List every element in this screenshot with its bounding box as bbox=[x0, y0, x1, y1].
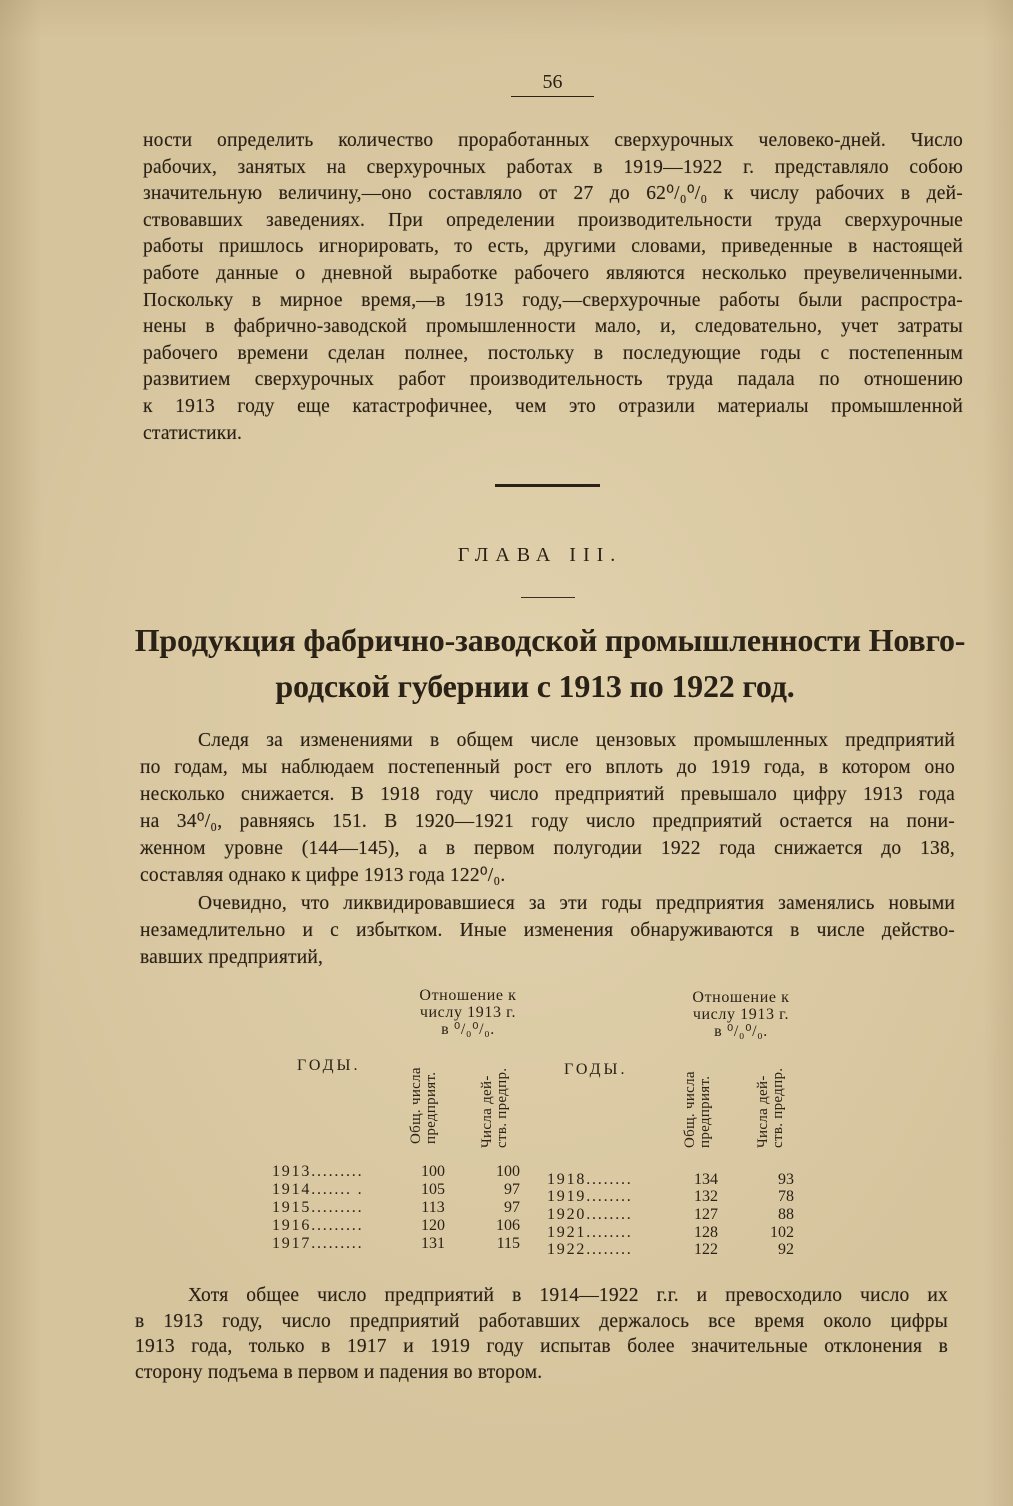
year-cell: 1920........ bbox=[547, 1206, 633, 1223]
body-text-line: работы пришлось игнорировать, то есть, другими словами, приведенные в настоящей bbox=[143, 236, 963, 258]
body-text-line: ствовавших заведениях. При определении производительности труда сверхурочные bbox=[143, 209, 963, 231]
active-ratio-cell: 97 bbox=[504, 1199, 520, 1216]
year-cell: 1913......... bbox=[272, 1163, 364, 1180]
ratio-header-line: числу 1913 г. bbox=[692, 1006, 790, 1023]
year-cell: 1915......... bbox=[272, 1199, 364, 1216]
total-ratio-cell: 100 bbox=[421, 1163, 445, 1180]
ratio-header-line: в ⁰/₀⁰/₀. bbox=[441, 1021, 495, 1038]
paragraph bbox=[135, 1283, 948, 1385]
year-cell: 1918........ bbox=[547, 1171, 633, 1188]
ratio-group-header bbox=[677, 989, 805, 1040]
active-ratio-cell: 78 bbox=[778, 1188, 794, 1205]
body-text-line: развитием сверхурочных работ производительность труда падала по отношению bbox=[143, 369, 963, 391]
chapter-title bbox=[90, 617, 1010, 709]
total-ratio-cell: 134 bbox=[694, 1171, 718, 1188]
body-text-line: рабочего времени сделан полнее, постольку в последующие годы с постепенным bbox=[143, 342, 963, 364]
body-text-line: Поскольку в мирное время,—в 1913 году,—сверхурочные работы были распростра- bbox=[143, 289, 963, 311]
table-row bbox=[0, 1224, 1013, 1242]
year-cell: 1919........ bbox=[547, 1188, 633, 1205]
active-ratio-cell: 115 bbox=[496, 1235, 520, 1252]
body-text-line: нены в фабрично-заводской промышленности мало, и, следовательно, учет затраты bbox=[143, 316, 963, 338]
body-text-line: рабочих, занятых на сверхурочных работах в 1919—1922 г. представляло собою bbox=[143, 156, 963, 178]
table-row bbox=[0, 1188, 1013, 1206]
body-text-line: сторону подъема в первом и падения во втором. bbox=[135, 1361, 543, 1383]
body-text-line: статистики. bbox=[143, 422, 243, 444]
body-text-line: составляя однако к цифре 1913 года 122⁰/₀. bbox=[140, 865, 506, 887]
body-text-line: женном уровне (144—145), а в первом полугодии 1922 года снижается до 138, bbox=[140, 838, 955, 860]
chapter-title-line: родской губернии с 1913 по 1922 год. bbox=[275, 668, 795, 704]
column-header-line: предприят. bbox=[423, 1071, 439, 1144]
total-ratio-cell: 120 bbox=[421, 1217, 445, 1234]
body-text-line: значительную величину,—оно составляло от 27 до 62⁰/₀⁰/₀ к числу рабочих в дей- bbox=[143, 183, 963, 205]
table-row bbox=[0, 1171, 1013, 1189]
chapter-title-line: Продукция фабрично-заводской промышленности Новго- bbox=[134, 622, 966, 658]
total-ratio-cell: 131 bbox=[421, 1235, 445, 1252]
total-enterprises-column-header bbox=[409, 1044, 439, 1144]
total-ratio-cell: 127 bbox=[694, 1206, 718, 1223]
active-ratio-cell: 102 bbox=[770, 1224, 794, 1241]
column-header-line: Числа дей- bbox=[479, 1075, 495, 1148]
paragraph bbox=[143, 128, 963, 447]
year-cell: 1922........ bbox=[547, 1241, 633, 1258]
section-divider bbox=[495, 484, 600, 487]
active-ratio-cell: 88 bbox=[778, 1206, 794, 1223]
paragraph bbox=[140, 727, 955, 890]
ratio-header-line: числу 1913 г. bbox=[419, 1004, 517, 1021]
body-text-line: незамедлительно и с избытком. Иные изменения обнаруживаются в числе действо- bbox=[140, 920, 955, 942]
chapter-heading: ГЛАВА III. bbox=[457, 544, 623, 566]
page-number: 56 bbox=[511, 70, 594, 97]
active-ratio-cell: 100 bbox=[496, 1163, 520, 1180]
body-text-line: к 1913 году еще катастрофичнее, чем это отразили материалы промышленной bbox=[143, 395, 963, 417]
body-text-line: на 34⁰/₀, равняясь 151. В 1920—1921 году число предприятий остается на пони- bbox=[140, 811, 955, 833]
ratio-header-line: Отношение к bbox=[692, 989, 790, 1006]
active-ratio-cell: 92 bbox=[778, 1241, 794, 1258]
body-text-line: Хотя общее число предприятий в 1914—1922 г.г. и превосходило число их bbox=[188, 1285, 948, 1306]
total-ratio-cell: 105 bbox=[421, 1181, 445, 1198]
column-header-line: предприят. bbox=[697, 1075, 713, 1148]
years-column-header: ГОДЫ. bbox=[564, 1061, 628, 1078]
body-text-line: ности определить количество проработанных сверхурочных человеко-дней. Число bbox=[143, 130, 963, 151]
active-ratio-cell: 106 bbox=[496, 1217, 520, 1234]
total-enterprises-column-header bbox=[683, 1050, 713, 1148]
column-header-line: ств. предпр. bbox=[770, 1067, 786, 1148]
active-ratio-cell: 93 bbox=[778, 1171, 794, 1188]
ratio-header-line: Отношение к bbox=[419, 987, 517, 1004]
ratio-header-line: в ⁰/₀⁰/₀. bbox=[714, 1023, 768, 1040]
body-text-line: несколько снижается. В 1918 году число предприятий превышало цифру 1913 года bbox=[140, 784, 955, 806]
body-text-line: вавших предприятий, bbox=[140, 947, 324, 969]
year-cell: 1921........ bbox=[547, 1224, 633, 1241]
ratio-group-header bbox=[404, 987, 532, 1038]
active-enterprises-column-header bbox=[756, 1048, 786, 1148]
column-header-line: Общ. числа bbox=[408, 1067, 424, 1144]
total-ratio-cell: 128 bbox=[694, 1224, 718, 1241]
column-header-line: Числа дей- bbox=[755, 1075, 771, 1148]
heading-rule bbox=[521, 597, 575, 598]
table-row bbox=[0, 1206, 1013, 1224]
total-ratio-cell: 113 bbox=[421, 1199, 445, 1216]
body-text-line: Очевидно, что ликвидировавшиеся за эти годы предприятия заменялись новыми bbox=[198, 893, 955, 914]
active-ratio-cell: 97 bbox=[504, 1181, 520, 1198]
body-text-line: 1913 года, только в 1917 и 1919 году испытав более значительные отклонения в bbox=[135, 1336, 948, 1357]
paragraph bbox=[140, 890, 955, 971]
years-column-header: ГОДЫ. bbox=[297, 1057, 361, 1074]
body-text-line: работе данные о дневной выработке рабочего являются несколько преувеличенными. bbox=[143, 262, 963, 284]
body-text-line: Следя за изменениями в общем числе цензовых промышленных предприятий bbox=[198, 730, 955, 751]
total-ratio-cell: 122 bbox=[694, 1241, 718, 1258]
table-row bbox=[0, 1241, 1013, 1259]
year-cell: 1917......... bbox=[272, 1235, 364, 1252]
year-cell: 1916......... bbox=[272, 1217, 364, 1234]
year-cell: 1914....... . bbox=[272, 1181, 364, 1198]
body-text-line: по годам, мы наблюдаем постепенный рост его вплоть до 1919 года, в котором оно bbox=[140, 757, 955, 779]
column-header-line: Общ. числа bbox=[682, 1071, 698, 1148]
body-text-line: в 1913 году, число предприятий работавших держалось все время около цифры bbox=[135, 1310, 948, 1332]
total-ratio-cell: 132 bbox=[694, 1188, 718, 1205]
active-enterprises-column-header bbox=[480, 1044, 510, 1148]
column-header-line: ств. предпр. bbox=[494, 1067, 510, 1148]
